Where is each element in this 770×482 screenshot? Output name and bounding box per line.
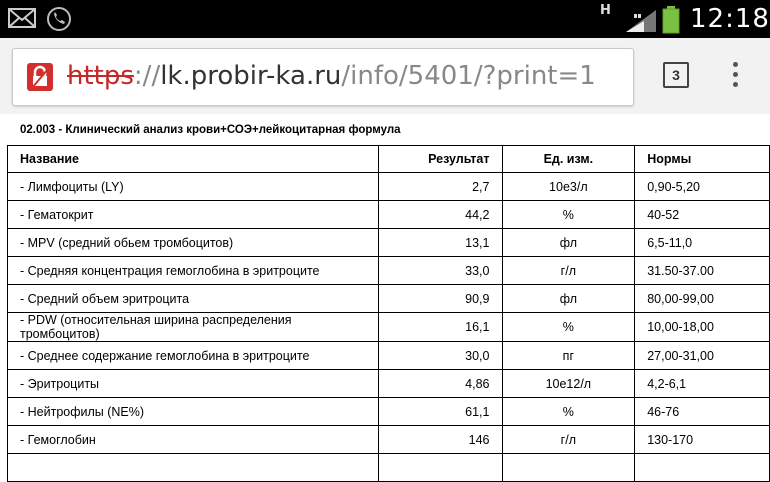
result-value: 16,1 [379, 313, 502, 342]
table-row [8, 257, 770, 285]
network-type-indicator: H [600, 3, 611, 18]
mail-icon [8, 8, 36, 28]
analyte-name: - Средний объем эритроцита [8, 285, 379, 313]
reference-range: 130-170 [635, 426, 770, 454]
result-value: 2,7 [379, 173, 502, 201]
table-row [8, 370, 770, 398]
address-bar[interactable] [12, 48, 634, 106]
analyte-name: - Эритроциты [8, 370, 379, 398]
reference-range: 46-76 [635, 398, 770, 426]
analyte-name [8, 454, 379, 482]
column-header-norm: Нормы [635, 146, 770, 173]
web-page [0, 114, 770, 462]
reference-range: 80,00-99,00 [635, 285, 770, 313]
reference-range: 10,00-18,00 [635, 313, 770, 342]
browser-toolbar [0, 38, 770, 114]
table-row [8, 342, 770, 370]
unit-value: 10е12/л [502, 370, 635, 398]
report-title: 02.003 - Клинический анализ крови+СОЭ+лейкоцитарная формула [20, 124, 401, 136]
status-bar [0, 0, 770, 38]
result-value: 4,86 [379, 370, 502, 398]
unit-value: фл [502, 229, 635, 257]
table-row [8, 173, 770, 201]
results-table [7, 145, 770, 482]
broken-lock-icon[interactable] [27, 63, 53, 91]
result-value: 13,1 [379, 229, 502, 257]
overflow-menu-icon[interactable] [732, 62, 740, 92]
result-value: 90,9 [379, 285, 502, 313]
reference-range: 27,00-31,00 [635, 342, 770, 370]
unit-value: фл [502, 285, 635, 313]
url-scheme: https [67, 61, 134, 91]
tab-switcher-button[interactable]: 3 [663, 62, 689, 88]
analyte-name: - MPV (средний обьем тромбоцитов) [8, 229, 379, 257]
url-separator: :// [133, 61, 161, 91]
result-value: 44,2 [379, 201, 502, 229]
column-header-result: Результат [379, 146, 502, 173]
url-text[interactable] [67, 59, 596, 93]
analyte-name: - Лимфоциты (LY) [8, 173, 379, 201]
reference-range: 40-52 [635, 201, 770, 229]
table-row [8, 426, 770, 454]
analyte-name: - PDW (относительная ширина распределения тромбоцитов) [8, 313, 379, 342]
missed-call-icon [46, 6, 72, 32]
result-value [379, 454, 502, 482]
result-value: 146 [379, 426, 502, 454]
reference-range: 0,90-5,20 [635, 173, 770, 201]
analyte-name: - Нейтрофилы (NE%) [8, 398, 379, 426]
unit-value [502, 454, 635, 482]
unit-value: % [502, 313, 635, 342]
url-path: /info/5401/?print=1 [341, 61, 596, 91]
analyte-name: - Среднее содержание гемоглобина в эритроците [8, 342, 379, 370]
column-header-unit: Ед. изм. [502, 146, 635, 173]
unit-value: г/л [502, 426, 635, 454]
analyte-name: - Гематокрит [8, 201, 379, 229]
unit-value: 10е3/л [502, 173, 635, 201]
url-host: lk.probir-ka.ru [160, 61, 342, 91]
table-row [8, 454, 770, 482]
signal-icon [624, 8, 658, 32]
unit-value: г/л [502, 257, 635, 285]
battery-icon [662, 6, 680, 34]
reference-range: 4,2-6,1 [635, 370, 770, 398]
result-value: 61,1 [379, 398, 502, 426]
analyte-name: - Гемоглобин [8, 426, 379, 454]
table-row [8, 285, 770, 313]
analyte-name: - Средняя концентрация гемоглобина в эритроците [8, 257, 379, 285]
result-value: 33,0 [379, 257, 502, 285]
table-row [8, 398, 770, 426]
table-row [8, 229, 770, 257]
table-row [8, 313, 770, 342]
unit-value: % [502, 398, 635, 426]
column-header-name: Название [8, 146, 379, 173]
result-value: 30,0 [379, 342, 502, 370]
table-header-row [8, 146, 770, 173]
reference-range: 31.50-37.00 [635, 257, 770, 285]
table-row [8, 201, 770, 229]
unit-value: % [502, 201, 635, 229]
clock: 12:18 [690, 4, 770, 34]
reference-range [635, 454, 770, 482]
reference-range: 6,5-11,0 [635, 229, 770, 257]
unit-value: пг [502, 342, 635, 370]
